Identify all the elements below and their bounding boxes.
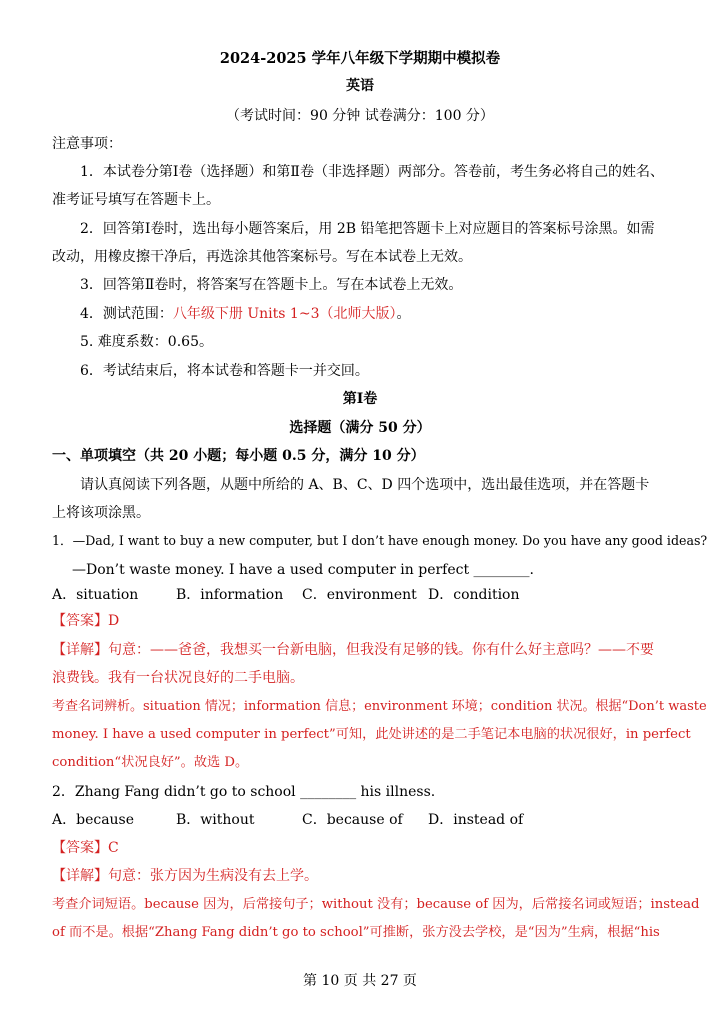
q2-analysis-line-1: 考查介词短语。because 因为，后常接句子；without 没有；because of 因为，后常接名词或短语；instead <box>52 897 700 912</box>
note-4 <box>80 304 410 324</box>
instructions-line-1: 请认真阅读下列各题，从题中所给的 A、B、C、D 四个选项中，选出最佳选项，并在答题卡 <box>80 477 650 493</box>
q2-detail: 【详解】句意：张方因为生病没有去上学。 <box>52 868 318 884</box>
note-5: 5. 难度系数：0.65。 <box>80 334 213 350</box>
note-1-line-2: 准考证号填写在答题卡上。 <box>52 192 220 208</box>
instructions-line-2: 上将该项涂黑。 <box>52 505 150 521</box>
q1-analysis-line-2: money. I have a used computer in perfect”可知，此处讲述的是二手笔记本电脑的状况很好，in perfect <box>52 727 691 742</box>
q2-option-d: D．instead of <box>428 812 524 828</box>
volume-title: 第Ⅰ卷 <box>342 391 378 407</box>
q1-option-a: A．situation <box>52 587 139 603</box>
note-2-line-2: 改动，用橡皮擦干净后，再选涂其他答案标号。写在本试卷上无效。 <box>52 249 472 265</box>
q1-detail-line-1: 【详解】句意：——爸爸，我想买一台新电脑，但我没有足够的钱。你有什么好主意吗？——不要 <box>52 642 654 658</box>
note-3: 3．回答第Ⅱ卷时，将答案写在答题卡上。写在本试卷上无效。 <box>80 277 463 293</box>
notes-heading: 注意事项： <box>52 136 122 152</box>
q2-stem: 2．Zhang Fang didn’t go to school ________ his illness. <box>52 784 436 800</box>
page-number: 第 10 页 共 27 页 <box>303 973 417 989</box>
q2-option-a: A．because <box>52 812 135 828</box>
q1-option-d: D．condition <box>428 587 520 603</box>
note-1-line-1: 1．本试卷分第Ⅰ卷（选择题）和第Ⅱ卷（非选择题）两部分。答卷前，考生务必将自己的姓名、 <box>80 164 664 180</box>
q1-detail-line-2: 浪费钱。我有一台状况良好的二手电脑。 <box>52 670 304 686</box>
note-4-scope: 八年级下册 Units 1~3（北师大版） <box>172 306 397 322</box>
note-4-label: 4．测试范围： <box>80 306 173 322</box>
q1-stem-line-2: —Don’t waste money. I have a used computer in perfect ________. <box>72 562 535 578</box>
q2-option-b: B．without <box>176 812 255 828</box>
q2-analysis-line-2: of 而不是。根据“Zhang Fang didn’t go to school”可推断，张方没去学校，是“因为”生病，根据“his <box>52 925 660 940</box>
q1-answer: 【答案】D <box>52 613 120 629</box>
note-4-end: 。 <box>396 306 411 322</box>
subject-title: 英语 <box>346 78 374 94</box>
q1-option-c: C．environment <box>302 587 417 603</box>
q1-stem-line-1: 1．—Dad, I want to buy a new computer, but I don’t have enough money. Do you have any good ideas? <box>52 533 708 548</box>
q2-answer: 【答案】C <box>52 840 119 856</box>
exam-info: （考试时间：90 分钟 试卷满分：100 分） <box>226 108 494 124</box>
exam-title: 2024-2025 学年八年级下学期期中模拟卷 <box>219 50 501 67</box>
q1-analysis-line-1: 考查名词辨析。situation 情况；information 信息；environment 环境；condition 状况。根据“Don’t waste <box>52 699 707 714</box>
q1-analysis-line-3: condition“状况良好”。故选 D。 <box>52 755 249 770</box>
section-heading: 一、单项填空（共 20 小题；每小题 0.5 分，满分 10 分） <box>52 448 425 464</box>
note-6: 6．考试结束后，将本试卷和答题卡一并交回。 <box>80 363 369 379</box>
note-2-line-1: 2．回答第Ⅰ卷时，选出每小题答案后，用 2B 铅笔把答题卡上对应题目的答案标号涂黑。如需 <box>80 221 655 237</box>
q2-option-c: C．because of <box>302 812 403 828</box>
q1-option-b: B．information <box>176 587 284 603</box>
part-title: 选择题（满分 50 分） <box>289 420 431 436</box>
